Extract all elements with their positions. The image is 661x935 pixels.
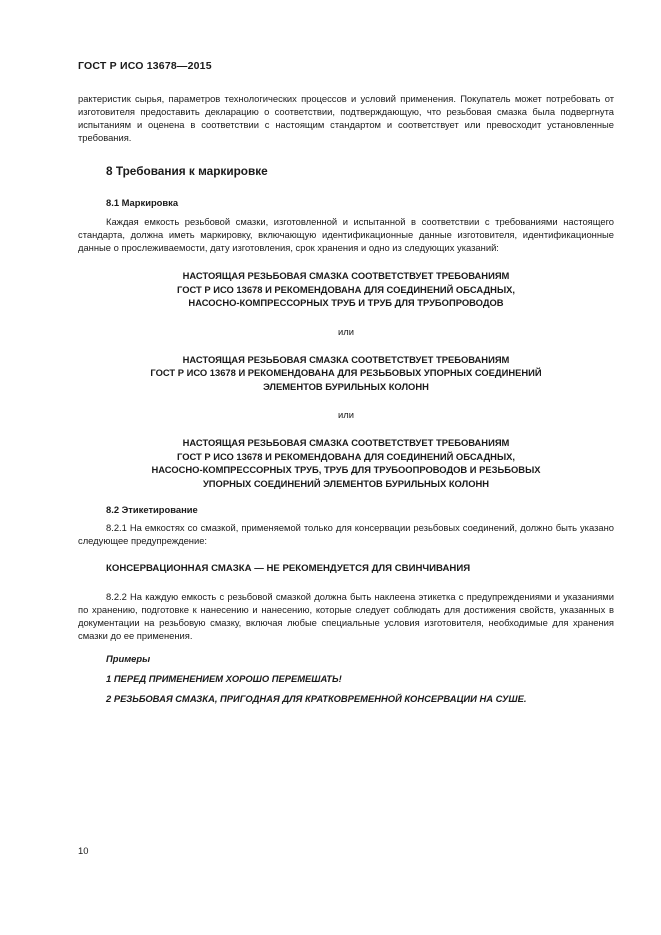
marking-label-line: НАСТОЯЩАЯ РЕЗЬБОВАЯ СМАЗКА СООТВЕТСТВУЕТ ТРЕБОВАНИЯМ [182, 437, 510, 448]
marking-label-line: ГОСТ Р ИСО 13678 И РЕКОМЕНДОВАНА ДЛЯ СОЕДИНЕНИЙ ОБСАДНЫХ, [177, 283, 515, 295]
marking-label-line: УПОРНЫХ СОЕДИНЕНИЙ ЭЛЕМЕНТОВ БУРИЛЬНЫХ КОЛОНН [202, 477, 490, 489]
marking-label-line: НАСТОЯЩАЯ РЕЗЬБОВАЯ СМАЗКА СООТВЕТСТВУЕТ ТРЕБОВАНИЯМ [182, 353, 510, 365]
marking-label-line: ГОСТ Р ИСО 13678 И РЕКОМЕНДОВАНА ДЛЯ РЕЗЬБОВЫХ УПОРНЫХ СОЕДИНЕНИЙ [150, 367, 542, 378]
marking-label-line: ЭЛЕМЕНТОВ БУРИЛЬНЫХ КОЛОНН [263, 380, 429, 392]
marking-label-3 [78, 436, 614, 490]
marking-label-line: НАСОСНО-КОМПРЕССОРНЫХ ТРУБ И ТРУБ ДЛЯ ТРУБОПРОВОДОВ [188, 297, 504, 308]
page-header-doc-id: ГОСТ Р ИСО 13678—2015 [78, 60, 212, 72]
paragraph-8-2-2: 8.2.2 На каждую емкость с резьбовой смазкой должна быть наклеена этикетка с предупреждениями и указаниями по хранению, подготовке к нанесению и нанесению, которые следует соблюдать для достижения свойств, указанных в документации на резьбовую смазку, включая любые специальные условия изготовителя, необходимые для хранения смазки до ее применения. [78, 591, 614, 641]
subsection-8-1-paragraph: Каждая емкость резьбовой смазки, изготовленной и испытанной в соответствии с требованиями настоящего стандарта, должна иметь маркировку, включающую идентификационные данные изготовителя, идентификационные данные о прослеживаемости, дату изготовления, срок хранения и одно из следующих указаний: [78, 216, 614, 253]
subsection-8-1-title: 8.1 Маркировка [106, 197, 179, 208]
examples-title: Примеры [106, 653, 151, 664]
preservation-warning: КОНСЕРВАЦИОННАЯ СМАЗКА — НЕ РЕКОМЕНДУЕТСЯ ДЛЯ СВИНЧИВАНИЯ [106, 563, 471, 574]
example-item: 2 РЕЗЬБОВАЯ СМАЗКА, ПРИГОДНАЯ ДЛЯ КРАТКОВРЕМЕННОЙ КОНСЕРВАЦИИ НА СУШЕ. [106, 693, 527, 704]
intro-paragraph: рактеристик сырья, параметров технологических процессов и условий применения. Покупатель может потребовать от изготовителя предоставить декларацию о соответствии, подтверждающую, что резьбовая смазка была подвергнута испытаниям и оценена в соответствии с настоящим стандартом и соответствует или превосходит установленные требования. [78, 93, 614, 143]
subsection-8-2-title: 8.2 Этикетирование [106, 504, 198, 515]
or-separator-2: или [338, 409, 354, 420]
page-content [78, 92, 614, 705]
page-number: 10 [78, 845, 89, 856]
or-separator-1: или [338, 325, 354, 337]
marking-label-line: НАСОСНО-КОМПРЕССОРНЫХ ТРУБ, ТРУБ ДЛЯ ТРУБООПРОВОДОВ И РЕЗЬБОВЫХ [151, 464, 541, 475]
example-item: 1 ПЕРЕД ПРИМЕНЕНИЕМ ХОРОШО ПЕРЕМЕШАТЬ! [106, 673, 342, 684]
paragraph-8-2-1: 8.2.1 На емкостях со смазкой, применяемой только для консервации резьбовых соединений, должно быть указано следующее предупреждение: [78, 522, 614, 546]
marking-label-line: НАСТОЯЩАЯ РЕЗЬБОВАЯ СМАЗКА СООТВЕТСТВУЕТ ТРЕБОВАНИЯМ [182, 270, 510, 281]
section-8-title: 8 Требования к маркировке [106, 164, 268, 178]
marking-label-line: ГОСТ Р ИСО 13678 И РЕКОМЕНДОВАНА ДЛЯ СОЕДИНЕНИЙ ОБСАДНЫХ, [177, 450, 515, 462]
marking-label-1 [78, 269, 614, 310]
marking-label-2 [78, 353, 614, 394]
